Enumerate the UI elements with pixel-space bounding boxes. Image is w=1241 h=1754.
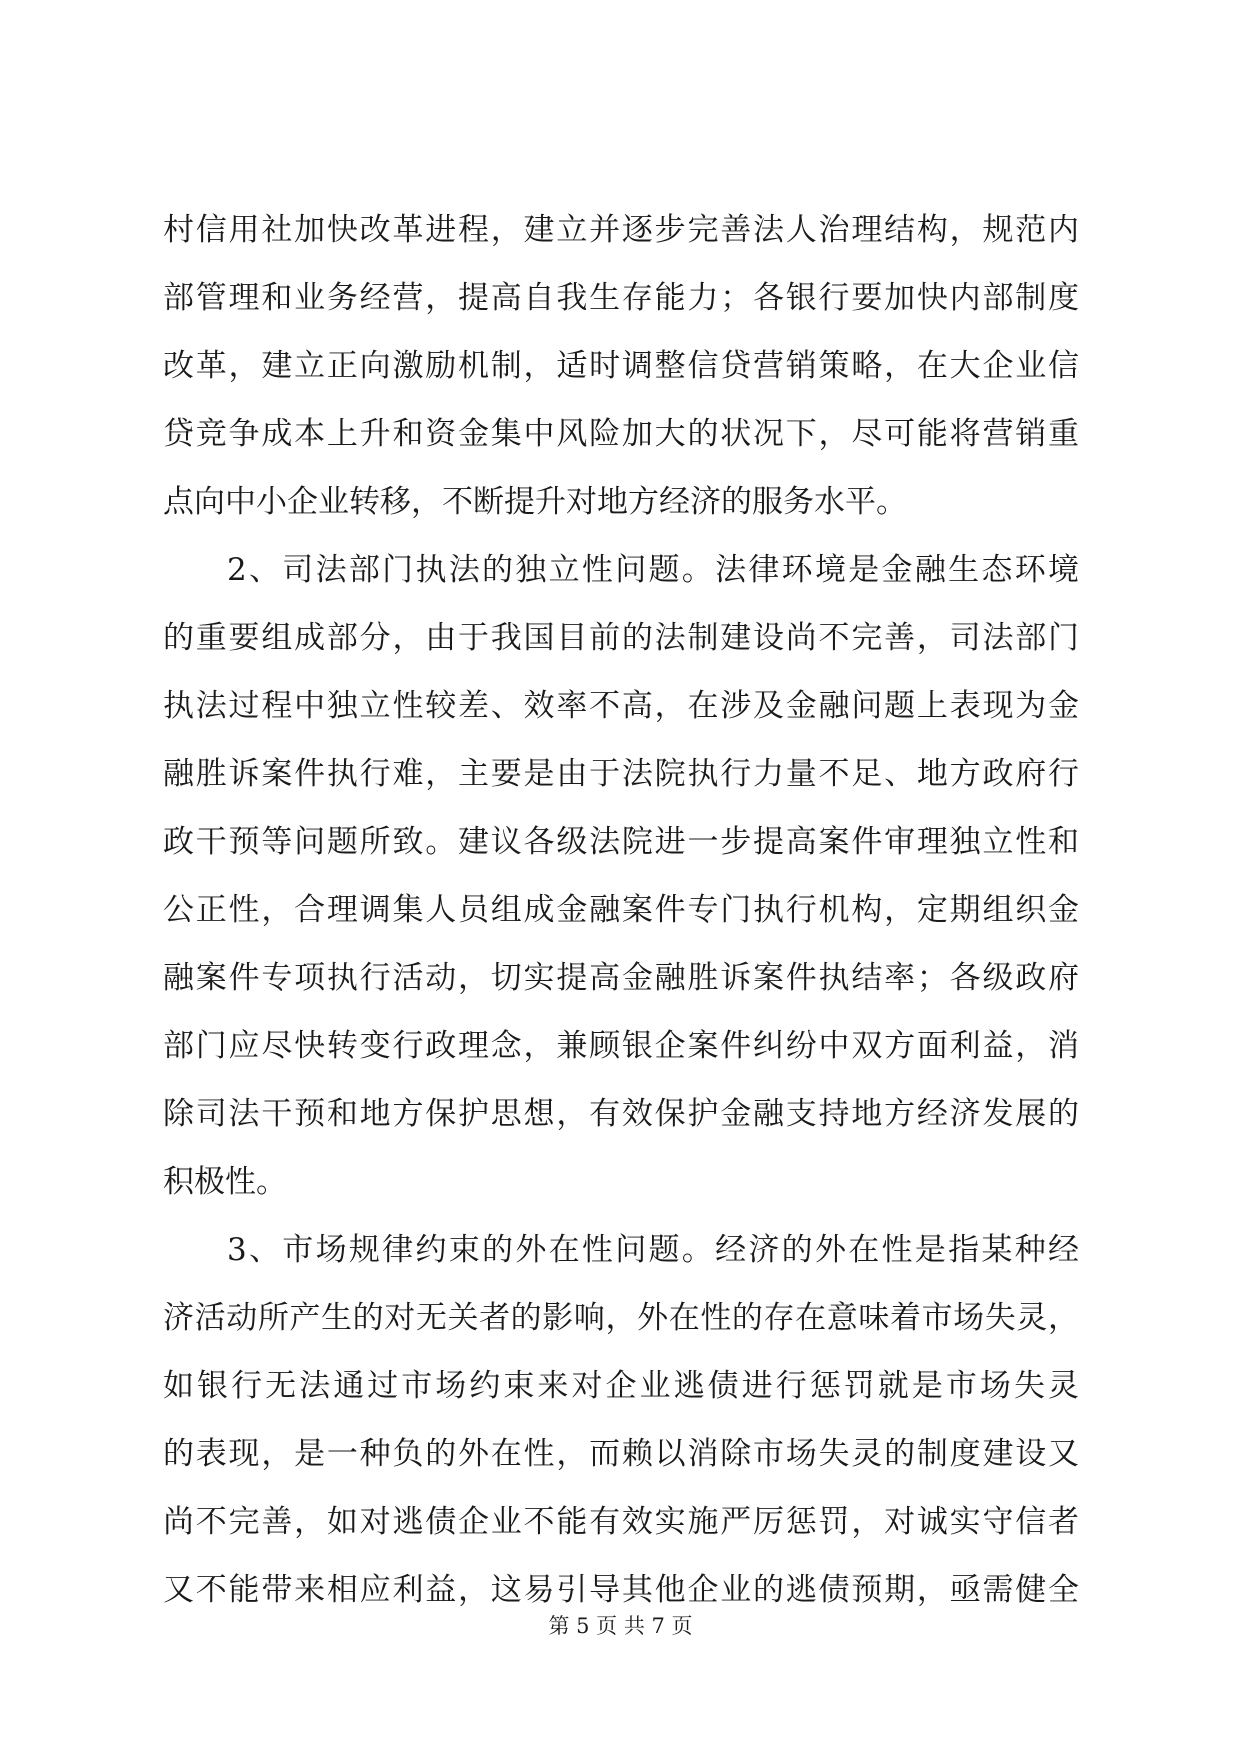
text-line: 融案件专项执行活动，切实提高金融胜诉案件执结率；各级政府 [163,960,1079,996]
text-line: 积极性。 [163,1164,287,1200]
text-line: 济活动所产生的对无关者的影响，外在性的存在意味着市场失灵， [163,1300,1079,1336]
text-line: 尚不完善，如对逃债企业不能有效实施严厉惩罚，对诚实守信者 [163,1504,1079,1540]
text-line: 融胜诉案件执行难，主要是由于法院执行力量不足、地方政府行 [163,756,1079,792]
text-line: 的重要组成部分，由于我国目前的法制建设尚不完善，司法部门 [163,620,1079,656]
paragraph-start: 3、市场规律约束的外在性问题。经济的外在性是指某种经 [227,1232,1079,1268]
text-line: 除司法干预和地方保护思想，有效保护金融支持地方经济发展的 [163,1096,1079,1132]
text-line: 政干预等问题所致。建议各级法院进一步提高案件审理独立性和 [163,824,1079,860]
text-line: 部管理和业务经营，提高自我生存能力；各银行要加快内部制度 [163,280,1079,316]
text-line: 又不能带来相应利益，这易引导其他企业的逃债预期，亟需健全 [163,1572,1079,1608]
text-line: 部门应尽快转变行政理念，兼顾银企案件纠纷中双方面利益，消 [163,1028,1079,1064]
paragraph-start: 2、司法部门执法的独立性问题。法律环境是金融生态环境 [227,552,1079,588]
text-line: 改革，建立正向激励机制，适时调整信贷营销策略，在大企业信 [163,348,1079,384]
text-line: 如银行无法通过市场约束来对企业逃债进行惩罚就是市场失灵 [163,1368,1079,1404]
page-number: 第 5 页 共 7 页 [548,1614,693,1638]
text-line: 执法过程中独立性较差、效率不高，在涉及金融问题上表现为金 [163,688,1079,724]
text-line: 的表现，是一种负的外在性，而赖以消除市场失灵的制度建设又 [163,1436,1079,1472]
text-line: 贷竞争成本上升和资金集中风险加大的状况下，尽可能将营销重 [163,416,1079,452]
text-line: 村信用社加快改革进程，建立并逐步完善法人治理结构，规范内 [163,212,1079,248]
text-line: 点向中小企业转移，不断提升对地方经济的服务水平。 [163,484,907,520]
text-line: 公正性，合理调集人员组成金融案件专门执行机构，定期组织金 [163,892,1079,928]
